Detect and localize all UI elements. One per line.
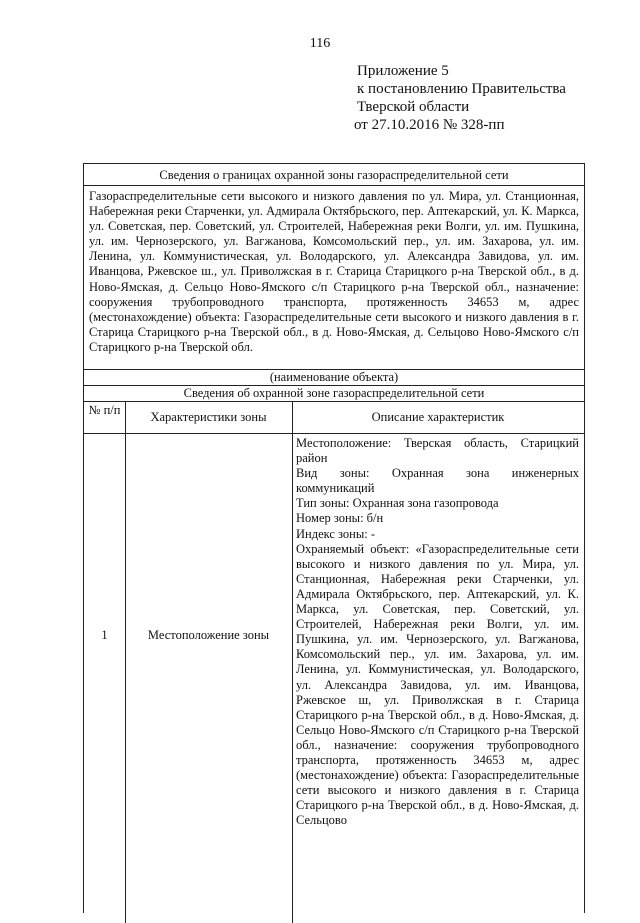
object-name-caption: (наименование объекта) (269, 370, 399, 384)
column-header-number: № п/п (88, 403, 121, 417)
zone-index-line: Индекс зоны: - (296, 526, 376, 541)
column-header-description: Описание характеристик (371, 410, 505, 424)
appendix-line-3: Тверской области (357, 99, 470, 115)
row-number: 1 (101, 628, 108, 642)
appendix-line-2: к постановлению Правительства (357, 81, 566, 97)
row-description (296, 436, 579, 828)
page-number: 116 (309, 36, 331, 51)
zone-type-line: Тип зоны: Охранная зона газопровода (296, 496, 499, 511)
zone-table (83, 163, 585, 913)
zone-number-line: Номер зоны: б/н (296, 511, 384, 526)
object-description: Газораспределительные сети высокого и низкого давления по ул. Мира, ул. Станционная, Набережная реки Старченки, ул. Адмирала Октябрьского, пер. Аптекарский, ул. К. Маркса, ул. Советская, пер. Советский, ул. Строителей, Набережная реки Волги, ул. им. Пушкина, ул. им. Чернозерского, ул. Вагжанова, Комсомольский пер., ул. им. Захарова, ул. им. Ленина, ул. Коммунистическая, ул. Володарского, ул. Александра Завидова, ул. им. Иванцова, Ржевское ш., ул. Приволжская в г. Старица Старицкого р-на Тверской обл., в д. Ново-Ямская, д. Сельцо Ново-Ямского с/п Старицкого р-на Тверской обл., назначение: сооружения трубопроводного транспорта, протяженность 34653 м, адрес (местонахождение) объекта: Газораспределительные сети высокого и низкого давления в г. Старица Старицкого р-на Тверской обл., в д. Ново-Ямская, д. Сельцово Ново-Ямского с/п Старицкого р-на Тверской обл. (89, 189, 579, 354)
location-line: Местоположение: Тверская область, Старицкий район (296, 436, 579, 466)
row-characteristic: Местоположение зоны (147, 628, 270, 642)
protected-object-text: Охраняемый объект: «Газораспределительные сети высокого и низкого давления по ул. Мира, ул. Станционная, Набережная реки Старченки, ул. Адмирала Октябрьского, пер. Аптекарский, ул. К. Маркса, ул. Советская, пер. Советский, ул. Строителей, Набережная реки Волги, ул. им. Пушкина, ул. им. Чернозерского, ул. Вагжанова, Комсомольский пер., ул. им. Захарова, ул. им. Ленина, ул. Коммунистическая, ул. Володарского, ул. Александра Завидова, ул. им. Иванцова, Ржевское ш, ул. Приволжская в г. Старица Старицкого р-на Тверской обл., в д. Ново-Ямская, д. Сельцо Ново-Ямского с/п Старицкого р-на Тверской обл., назначение: сооружения трубопроводного транспорта, протяженность 34653 м, адрес (местонахождение) объекта: Газораспределительные сети высокого и низкого давления в г. Старица Старицкого р-на Тверской обл., в д. Ново-Ямская, д. Сельцово (296, 541, 579, 828)
zone-kind-line: Вид зоны: Охранная зона инженерных коммуникаций (296, 466, 579, 496)
table-title: Сведения о границах охранной зоны газораспределительной сети (159, 168, 509, 182)
appendix-header (354, 62, 566, 134)
column-header-characteristics: Характеристики зоны (150, 410, 267, 424)
zone-info-header: Сведения об охранной зоне газораспределительной сети (183, 386, 485, 400)
table-rule (84, 433, 584, 434)
table-rule (84, 185, 584, 186)
appendix-line-4: от 27.10.2016 № 328-пп (354, 117, 505, 133)
table-rule (84, 401, 584, 402)
table-col-rule (125, 401, 126, 923)
appendix-line-1: Приложение 5 (357, 63, 449, 79)
table-col-rule (292, 401, 293, 923)
